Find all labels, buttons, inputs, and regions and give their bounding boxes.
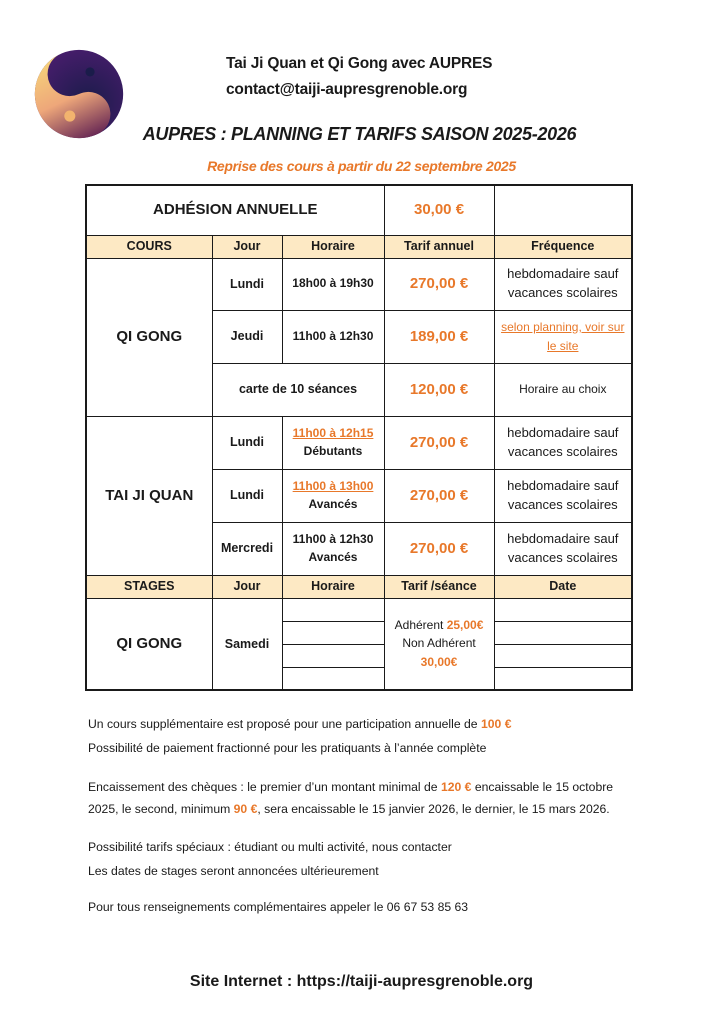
stage-course: QI GONG <box>86 598 212 690</box>
horaire-link[interactable]: 11h00 à 13h00 <box>292 479 374 494</box>
adhesion-price: 30,00 € <box>384 185 494 235</box>
freq-line: hebdomadaire sauf <box>507 477 619 493</box>
freq-line: vacances scolaires <box>507 443 618 459</box>
tarif: 270,00 € <box>384 522 494 575</box>
col-horaire: Horaire <box>282 235 384 258</box>
frequence <box>494 258 632 310</box>
adherent-label: Adhérent <box>394 617 447 632</box>
note-dates-stages: Les dates de stages seront annoncées ultérieurement <box>88 864 379 878</box>
col-frequence: Fréquence <box>494 235 632 258</box>
course-qigong: QI GONG <box>86 258 212 416</box>
col-horaire: Horaire <box>282 575 384 598</box>
footer-site[interactable]: Site Internet : https://taiji-aupresgrenoble.org <box>189 973 534 990</box>
table-row <box>86 416 632 469</box>
col-jour: Jour <box>212 235 282 258</box>
freq-line: hebdomadaire sauf <box>507 424 619 440</box>
col-date: Date <box>494 575 632 598</box>
frequence: Horaire au choix <box>494 363 632 416</box>
note-text: Encaissement des chèques : le premier d’un montant minimal de <box>88 780 441 794</box>
note-contact-phone: Pour tous renseignements complémentaires appeler le 06 67 53 85 63 <box>88 900 469 914</box>
planning-link[interactable] <box>494 310 632 363</box>
frequence <box>494 416 632 469</box>
niveau: Débutants <box>303 443 363 458</box>
stage-tarif <box>384 598 494 690</box>
freq-line: hebdomadaire sauf <box>507 266 619 282</box>
subtitle: Reprise des cours à partir du 22 septembre 2025 <box>207 158 516 174</box>
adhesion-label: ADHÉSION ANNUELLE <box>86 185 384 235</box>
stages-header-row <box>86 575 632 598</box>
horaire <box>282 416 384 469</box>
jour: Lundi <box>212 469 282 522</box>
jour: Lundi <box>212 416 282 469</box>
note-cours-supplementaire <box>88 717 511 731</box>
note-price: 120 € <box>440 780 472 794</box>
note-price: 100 € <box>480 717 512 731</box>
note-paiement: Possibilité de paiement fractionné pour les pratiquants à l’année complète <box>88 741 487 755</box>
freq-line[interactable]: le site <box>547 338 579 353</box>
horaire <box>282 469 384 522</box>
col-cours: COURS <box>86 235 212 258</box>
note-encaissement-1 <box>88 780 613 794</box>
stage-horaire-empty <box>282 667 384 690</box>
contact-email[interactable]: contact@taiji-aupresgrenoble.org <box>226 81 468 98</box>
stage-date-empty <box>494 667 632 690</box>
freq-line: vacances scolaires <box>507 549 618 565</box>
freq-line: vacances scolaires <box>507 496 618 512</box>
niveau: Avancés <box>308 549 358 564</box>
jour: Mercredi <box>212 522 282 575</box>
stage-date-empty <box>494 598 632 621</box>
adhesion-row <box>86 185 632 235</box>
horaire <box>282 522 384 575</box>
table-row <box>86 258 632 310</box>
stage-horaire-empty <box>282 598 384 621</box>
jour: Lundi <box>212 258 282 310</box>
tarif: 270,00 € <box>384 416 494 469</box>
non-adherent-price: 30,00€ <box>420 655 458 670</box>
adherent-price: 25,00€ <box>446 617 484 632</box>
col-tarif: Tarif annuel <box>384 235 494 258</box>
planning-table <box>85 184 633 691</box>
tarif: 270,00 € <box>384 469 494 522</box>
frequence <box>494 469 632 522</box>
horaire-text: 11h00 à 12h30 <box>292 532 374 547</box>
col-jour: Jour <box>212 575 282 598</box>
horaire-link[interactable]: 11h00 à 12h15 <box>292 426 374 441</box>
jour: Jeudi <box>212 310 282 363</box>
note-encaissement-2 <box>88 802 610 816</box>
stage-date-empty <box>494 644 632 667</box>
freq-line[interactable]: selon planning, voir sur <box>501 319 625 334</box>
page-title: AUPRES : PLANNING ET TARIFS SAISON 2025-2026 <box>142 124 577 144</box>
course-taiji: TAI JI QUAN <box>86 416 212 575</box>
note-text: , sera encaissable le 15 janvier 2026, le dernier, le 15 mars 2026. <box>257 802 610 816</box>
stage-jour: Samedi <box>212 598 282 690</box>
note-text: encaissable le 15 octobre <box>471 780 614 794</box>
cours-header-row <box>86 235 632 258</box>
carte-label: carte de 10 séances <box>212 363 384 416</box>
stage-date-empty <box>494 621 632 644</box>
adhesion-empty <box>494 185 632 235</box>
non-adherent-label: Non Adhérent <box>402 636 476 651</box>
niveau: Avancés <box>308 496 358 511</box>
note-tarifs-speciaux: Possibilité tarifs spéciaux : étudiant ou multi activité, nous contacter <box>88 840 452 854</box>
stage-horaire-empty <box>282 644 384 667</box>
association-name: Tai Ji Quan et Qi Gong avec AUPRES <box>226 55 493 72</box>
note-text: Un cours supplémentaire est proposé pour une participation annuelle de <box>88 717 481 731</box>
tarif: 270,00 € <box>384 258 494 310</box>
frequence <box>494 522 632 575</box>
note-text: 2025, le second, minimum <box>88 802 234 816</box>
col-tarif-seance: Tarif /séance <box>384 575 494 598</box>
stage-row <box>86 598 632 621</box>
tarif: 120,00 € <box>384 363 494 416</box>
stage-horaire-empty <box>282 621 384 644</box>
note-price: 90 € <box>233 802 258 816</box>
horaire: 18h00 à 19h30 <box>282 258 384 310</box>
col-stages: STAGES <box>86 575 212 598</box>
horaire: 11h00 à 12h30 <box>282 310 384 363</box>
freq-line: hebdomadaire sauf <box>507 530 619 546</box>
freq-line: vacances scolaires <box>507 285 618 300</box>
tarif: 189,00 € <box>384 310 494 363</box>
adherent-line <box>385 616 494 635</box>
